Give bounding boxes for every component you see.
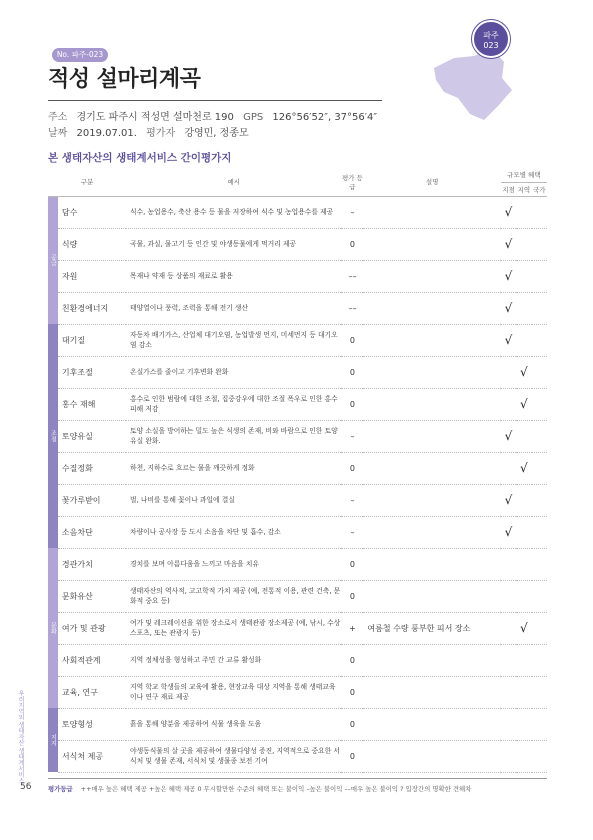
scale-national-cell [532,516,547,548]
scale-local-cell [501,452,516,484]
row-desc [363,580,500,612]
row-item: 사회적관계 [58,644,126,676]
row-example: 하천, 지하수로 흐르는 물을 깨끗하게 정화 [126,452,341,484]
grade-legend [48,784,471,793]
scale-national-cell [532,420,547,452]
scale-national-cell [532,612,547,644]
row-desc [363,452,500,484]
scale-regional-cell: √ [516,452,531,484]
row-item: 서식처 제공 [58,740,126,772]
scale-regional-cell [516,516,531,548]
header-category: 구분 [48,168,126,196]
table-row [48,228,547,260]
row-item: 기후조절 [58,356,126,388]
scale-regional-cell: √ [516,356,531,388]
scale-regional-cell [516,676,531,708]
scale-local-cell [501,740,516,772]
row-desc [363,324,500,356]
table-row [48,356,547,388]
row-desc [363,484,500,516]
row-grade: 0 [341,548,363,580]
table-row [48,196,547,228]
header-scale: 규모별 혜택 [501,168,547,182]
scale-regional-cell [516,740,531,772]
row-desc [363,196,500,228]
table-row [48,740,547,772]
scale-local-cell: √ [501,196,516,228]
table-row [48,388,547,420]
row-grade: 0 [341,580,363,612]
row-item: 경관가치 [58,548,126,580]
row-item: 수질정화 [58,452,126,484]
table-row [48,420,547,452]
row-example: 온실가스를 줄이고 기후변화 완화 [126,356,341,388]
scale-regional-cell: √ [516,388,531,420]
row-grade: – [341,196,363,228]
header-desc: 설명 [363,168,500,196]
scale-local-cell [501,580,516,612]
row-item: 친환경에너지 [58,292,126,324]
scale-regional-cell [516,260,531,292]
row-example: 경치를 보며 아름다움을 느끼고 마음을 치유 [126,548,341,580]
badge-line1: 파주 [483,31,499,40]
scale-local-cell [501,612,516,644]
scale-regional-cell [516,228,531,260]
row-example: 벌, 나비를 통해 꽃이나 과일에 결실 [126,484,341,516]
table-row [48,676,547,708]
row-desc [363,740,500,772]
header-local: 지점 [501,182,516,196]
row-grade: – [341,420,363,452]
row-example: 생태자산의 역사적, 고고학적 가치 제공 (예, 전통적 이용, 관련 건축, 문화적 중요 등) [126,580,341,612]
row-example: 야생동식물의 살 곳을 제공하여 생물다양성 증진, 지역적으로 중요한 서식처 및 생물 존재, 서식처 및 생물종 보전 기여 [126,740,341,772]
row-example: 흙을 통해 양분을 제공하여 식물 생육을 도움 [126,708,341,740]
title-divider [48,100,382,101]
row-example: 홍수로 인한 범람에 대한 조절, 집중강우에 대한 조절 폭우로 인한 홍수피해 저감 [126,388,341,420]
scale-local-cell: √ [501,420,516,452]
row-example: 지역 학교 학생들의 교육에 활용, 현장교육 대상 지역을 통해 생태교육이나 연구 재료 제공 [126,676,341,708]
region-badge [472,20,510,58]
number-tag: No. 파주-023 [52,48,108,62]
table-row [48,324,547,356]
row-grade: 0 [341,356,363,388]
scale-national-cell [532,356,547,388]
row-example: 태양열이나 풍력, 조력을 통해 전기 생산 [126,292,341,324]
section-title: 본 생태자산의 생태계서비스 간이평가지 [48,152,232,164]
page-title: 적성 설마리계곡 [48,67,201,92]
row-grade: 0 [341,644,363,676]
row-grade: 0 [341,452,363,484]
row-example: 목재나 약재 등 상품의 재료로 활용 [126,260,341,292]
side-caption: 우리지역의 생태자산 생태계서비스 [17,690,24,784]
group-label: 문화 [48,548,58,708]
scale-local-cell [501,676,516,708]
table-row [48,260,547,292]
scale-local-cell [501,548,516,580]
evaluator-value: 강영민, 정종모 [184,128,249,139]
scale-local-cell [501,356,516,388]
header-regional: 지역 [516,182,531,196]
row-grade: 0 [341,324,363,356]
evaluator-label: 평가자 [146,128,176,139]
row-grade: + [341,612,363,644]
table-row [48,580,547,612]
row-desc [363,292,500,324]
scale-national-cell [532,676,547,708]
row-grade: 0 [341,740,363,772]
group-label: 지지 [48,708,58,772]
scale-local-cell: √ [501,516,516,548]
scale-local-cell [501,388,516,420]
row-example: 곡물, 과실, 물고기 등 인간 및 야생동물에게 먹거리 제공 [126,228,341,260]
row-grade: 0 [341,708,363,740]
scale-local-cell [501,644,516,676]
address-value: 경기도 파주시 적성면 설마천로 190 [76,112,234,123]
row-item: 토양형성 [58,708,126,740]
meta-row-1 [48,108,383,123]
row-item: 토양유실 [58,420,126,452]
scale-national-cell [532,548,547,580]
date-label: 날짜 [48,128,68,139]
scale-national-cell [532,196,547,228]
row-item: 꽃가루받이 [58,484,126,516]
row-desc [363,644,500,676]
scale-national-cell [532,740,547,772]
scale-national-cell [532,484,547,516]
table-row [48,452,547,484]
row-grade: –– [341,292,363,324]
row-desc [363,516,500,548]
table-row [48,516,547,548]
table-row [48,612,547,644]
row-grade: – [341,484,363,516]
scale-national-cell [532,228,547,260]
row-item: 식량 [58,228,126,260]
row-desc [363,356,500,388]
badge-line2: 023 [483,41,499,50]
table-row [48,292,547,324]
legend-label: 평가등급 [48,785,73,793]
row-item: 소음차단 [58,516,126,548]
header-grade: 평가 등급 [341,168,363,196]
scale-national-cell [532,644,547,676]
row-desc [363,708,500,740]
scale-local-cell: √ [501,484,516,516]
meta-row-2 [48,124,255,139]
row-item: 여가 및 관광 [58,612,126,644]
row-example: 식수, 농업용수, 축산 용수 등 물을 저장하여 식수 및 농업용수를 제공 [126,196,341,228]
evaluation-table [48,168,547,773]
row-grade: 0 [341,228,363,260]
scale-national-cell [532,452,547,484]
scale-national-cell [532,388,547,420]
address-label: 주소 [48,112,68,123]
scale-national-cell [532,708,547,740]
group-label: 조절 [48,324,58,548]
scale-national-cell [532,260,547,292]
row-grade: 0 [341,388,363,420]
scale-regional-cell [516,708,531,740]
row-example: 토양 소실을 방어하는 밀도 높은 식생의 존재, 비와 바람으로 인한 토양유실 완화. [126,420,341,452]
row-example: 여가 및 레크레이션을 위한 장소로서 생태관광 장소제공 (예, 낚시, 수상스포츠, 또는 관광지 등) [126,612,341,644]
group-label: 공급 [48,196,58,324]
row-desc [363,388,500,420]
scale-regional-cell [516,484,531,516]
row-item: 홍수 재해 [58,388,126,420]
row-desc [363,228,500,260]
row-item: 문화유산 [58,580,126,612]
page-number: 56 [20,782,32,792]
scale-national-cell [532,580,547,612]
scale-regional-cell [516,580,531,612]
row-item: 담수 [58,196,126,228]
scale-national-cell [532,292,547,324]
scale-local-cell: √ [501,324,516,356]
row-item: 대기질 [58,324,126,356]
row-grade: 0 [341,676,363,708]
row-grade: – [341,516,363,548]
table-row [48,708,547,740]
table-row [48,644,547,676]
table-row [48,484,547,516]
gps-value: 126°56′52″, 37°56′4″ [272,112,378,123]
scale-regional-cell [516,644,531,676]
row-desc [363,676,500,708]
scale-local-cell: √ [501,260,516,292]
scale-national-cell [532,324,547,356]
scale-local-cell: √ [501,292,516,324]
row-item: 자원 [58,260,126,292]
scale-regional-cell [516,420,531,452]
scale-regional-cell [516,548,531,580]
row-example: 지역 정체성을 형성하고 주민 간 교류 활성화 [126,644,341,676]
scale-regional-cell: √ [516,612,531,644]
date-value: 2019.07.01. [76,128,137,139]
scale-local-cell [501,708,516,740]
row-desc: 여름철 수량 풍부한 피서 장소 [363,612,500,644]
legend-text: ++매우 높은 혜택 제공 +높은 혜택 제공 0 무시할만한 수준의 혜택 또는 불이익 –높은 불이익 ––매우 높은 불이익 ? 입장간의 명확한 견해차 [80,785,472,793]
header-example: 예시 [126,168,341,196]
row-example: 자동차 배기가스, 산업체 대기오염, 농업발생 먼지, 미세먼지 등 대기오염 감소 [126,324,341,356]
scale-regional-cell [516,324,531,356]
row-item: 교육, 연구 [58,676,126,708]
row-example: 차량이나 공사장 등 도시 소음을 차단 및 흡수, 감소 [126,516,341,548]
scale-local-cell: √ [501,228,516,260]
scale-regional-cell [516,292,531,324]
table-row [48,548,547,580]
row-desc [363,260,500,292]
row-desc [363,548,500,580]
footer-divider [48,778,547,779]
gps-label: GPS [243,112,264,123]
header-national: 국가 [532,182,547,196]
row-grade: –– [341,260,363,292]
row-desc [363,420,500,452]
scale-regional-cell [516,196,531,228]
